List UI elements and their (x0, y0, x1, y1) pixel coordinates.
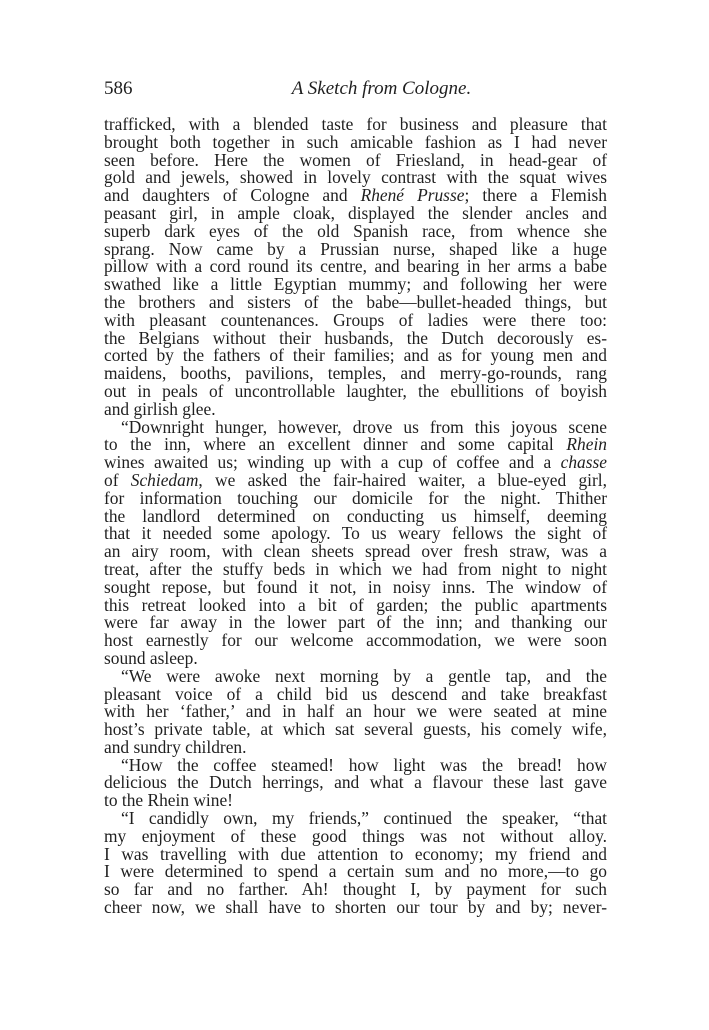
text-line: wines awaited us; winding up with a cup of coffee and a chasse (104, 452, 607, 473)
text-line: and daughters of Cologne and Rhené Prusse; there a Flemish (104, 185, 607, 206)
text-line: this retreat looked into a bit of garden; the public apartments (104, 594, 607, 615)
text-line: sprang. Now came by a Prussian nurse, shaped like a huge (104, 238, 607, 259)
text-line: host’s private table, at which sat several guests, his comely wife, (104, 719, 607, 740)
text-line: sound asleep. (104, 647, 198, 668)
text-line: out in peals of uncontrollable laughter, the ebullitions of boyish (104, 380, 607, 401)
text-line: brought both together in such amicable fashion as I had never (104, 131, 607, 152)
text-line: superb dark eyes of the old Spanish race, from whence she (104, 220, 607, 241)
text-line: peasant girl, in ample cloak, displayed the slender ancles and (104, 202, 607, 223)
text-line: “I candidly own, my friends,” continued the speaker, “that (121, 808, 607, 829)
text-line: “We were awoke next morning by a gentle tap, and the (121, 665, 607, 686)
text-line: to the inn, where an excellent dinner and some capital Rhein (104, 434, 607, 455)
text-line: so far and no farther. Ah! thought I, by payment for such (104, 879, 607, 900)
text-line: the landlord determined on conducting us himself, deeming (104, 505, 607, 526)
text-line: delicious the Dutch herrings, and what a flavour these last gave (104, 772, 607, 793)
text-line: the brothers and sisters of the babe—bullet-headed things, but (104, 291, 607, 312)
text-line: my enjoyment of these good things was not without alloy. (104, 825, 607, 846)
body-text (104, 116, 607, 917)
text-line: maidens, booths, pavilions, temples, and merry-go-rounds, rang (104, 363, 607, 384)
text-line: of Schiedam, we asked the fair-haired waiter, a blue-eyed girl, (104, 469, 607, 490)
text-line: “How the coffee steamed! how light was the bread! how (121, 754, 607, 775)
text-line: pleasant voice of a child bid us descend and take breakfast (104, 683, 607, 704)
text-line: seen before. Here the women of Friesland, in head-gear of (104, 149, 607, 170)
text-line: host earnestly for our welcome accommodation, we were soon (104, 630, 607, 651)
text-line: treat, after the stuffy beds in which we had from night to night (104, 558, 607, 579)
text-line: I were determined to spend a certain sum and no more,—to go (104, 861, 607, 882)
text-line: trafficked, with a blended taste for business and pleasure that (104, 114, 607, 134)
text-line: for information touching our domicile for the night. Thither (104, 487, 607, 508)
text-line: “Downright hunger, however, drove us from this joyous scene (121, 416, 607, 437)
text-line: gold and jewels, showed in lovely contrast with the squat wives (104, 167, 607, 188)
running-title: A Sketch from Cologne. (291, 78, 472, 99)
text-line: pillow with a cord round its centre, and bearing in her arms a babe (104, 256, 607, 277)
text-line: to the Rhein wine! (104, 790, 233, 811)
page-number: 586 (104, 78, 133, 99)
text-line: were far away in the lower part of the inn; and thanking our (104, 612, 607, 633)
text-line: and sundry children. (104, 736, 247, 757)
text-line: I was travelling with due attention to economy; my friend and (104, 843, 607, 864)
text-line: sought repose, but found it not, in noisy inns. The window of (104, 576, 607, 597)
text-line: an airy room, with clean sheets spread over fresh straw, was a (104, 541, 607, 562)
text-line: that it needed some apology. To us weary fellows the sight of (104, 523, 607, 544)
text-line: with pleasant countenances. Groups of ladies were there too: (104, 309, 607, 330)
text-line: swathed like a little Egyptian mummy; and following her were (104, 274, 607, 295)
text-line: corted by the fathers of their families; and as for young men and (104, 345, 607, 366)
text-line: and girlish glee. (104, 398, 216, 419)
text-line: cheer now, we shall have to shorten our tour by and by; never- (104, 897, 607, 918)
text-line: the Belgians without their husbands, the Dutch decorously es- (104, 327, 607, 348)
text-line: with her ‘father,’ and in half an hour we were seated at mine (104, 701, 607, 722)
page-header (104, 78, 609, 102)
